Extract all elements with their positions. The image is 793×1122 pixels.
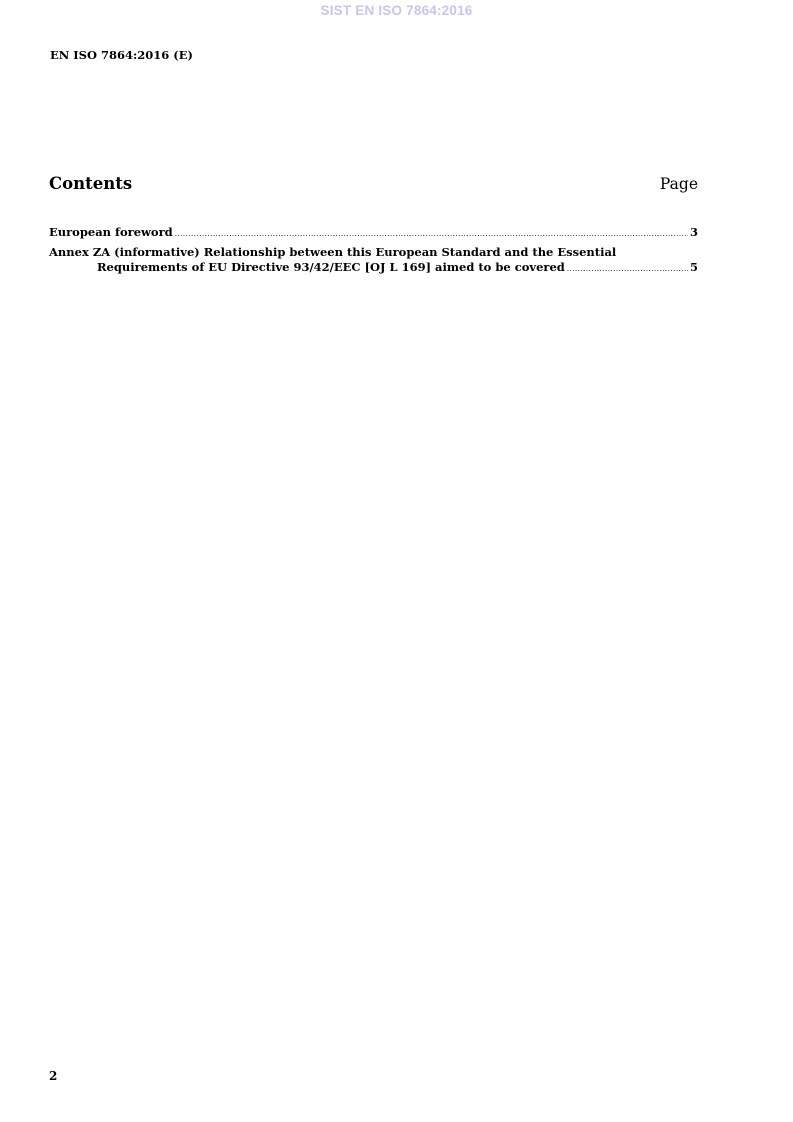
toc-entry-text[interactable]: European foreword: [49, 225, 173, 239]
toc-entry-text-line1[interactable]: Annex ZA (informative) Relationship between this European Standard and the Essential: [49, 245, 617, 259]
watermark: SIST EN ISO 7864:2016: [320, 3, 473, 18]
toc-entry-text-line2[interactable]: Requirements of EU Directive 93/42/EEC [OJ L 169] aimed to be covered: [97, 260, 565, 274]
contents-header: [49, 174, 698, 193]
table-of-contents: [49, 225, 698, 277]
document-id: EN ISO 7864:2016 (E): [50, 48, 193, 62]
toc-entry-page: 3: [689, 225, 698, 239]
toc-entry-european-foreword[interactable]: [49, 225, 698, 242]
page-number: 2: [49, 1069, 58, 1083]
toc-entry-annex-za[interactable]: [49, 245, 698, 277]
dot-leader: [567, 262, 688, 277]
contents-title: Contents: [49, 174, 133, 193]
dot-leader: [175, 227, 688, 242]
toc-entry-page: 5: [689, 260, 698, 274]
page-column-label: Page: [659, 175, 698, 193]
